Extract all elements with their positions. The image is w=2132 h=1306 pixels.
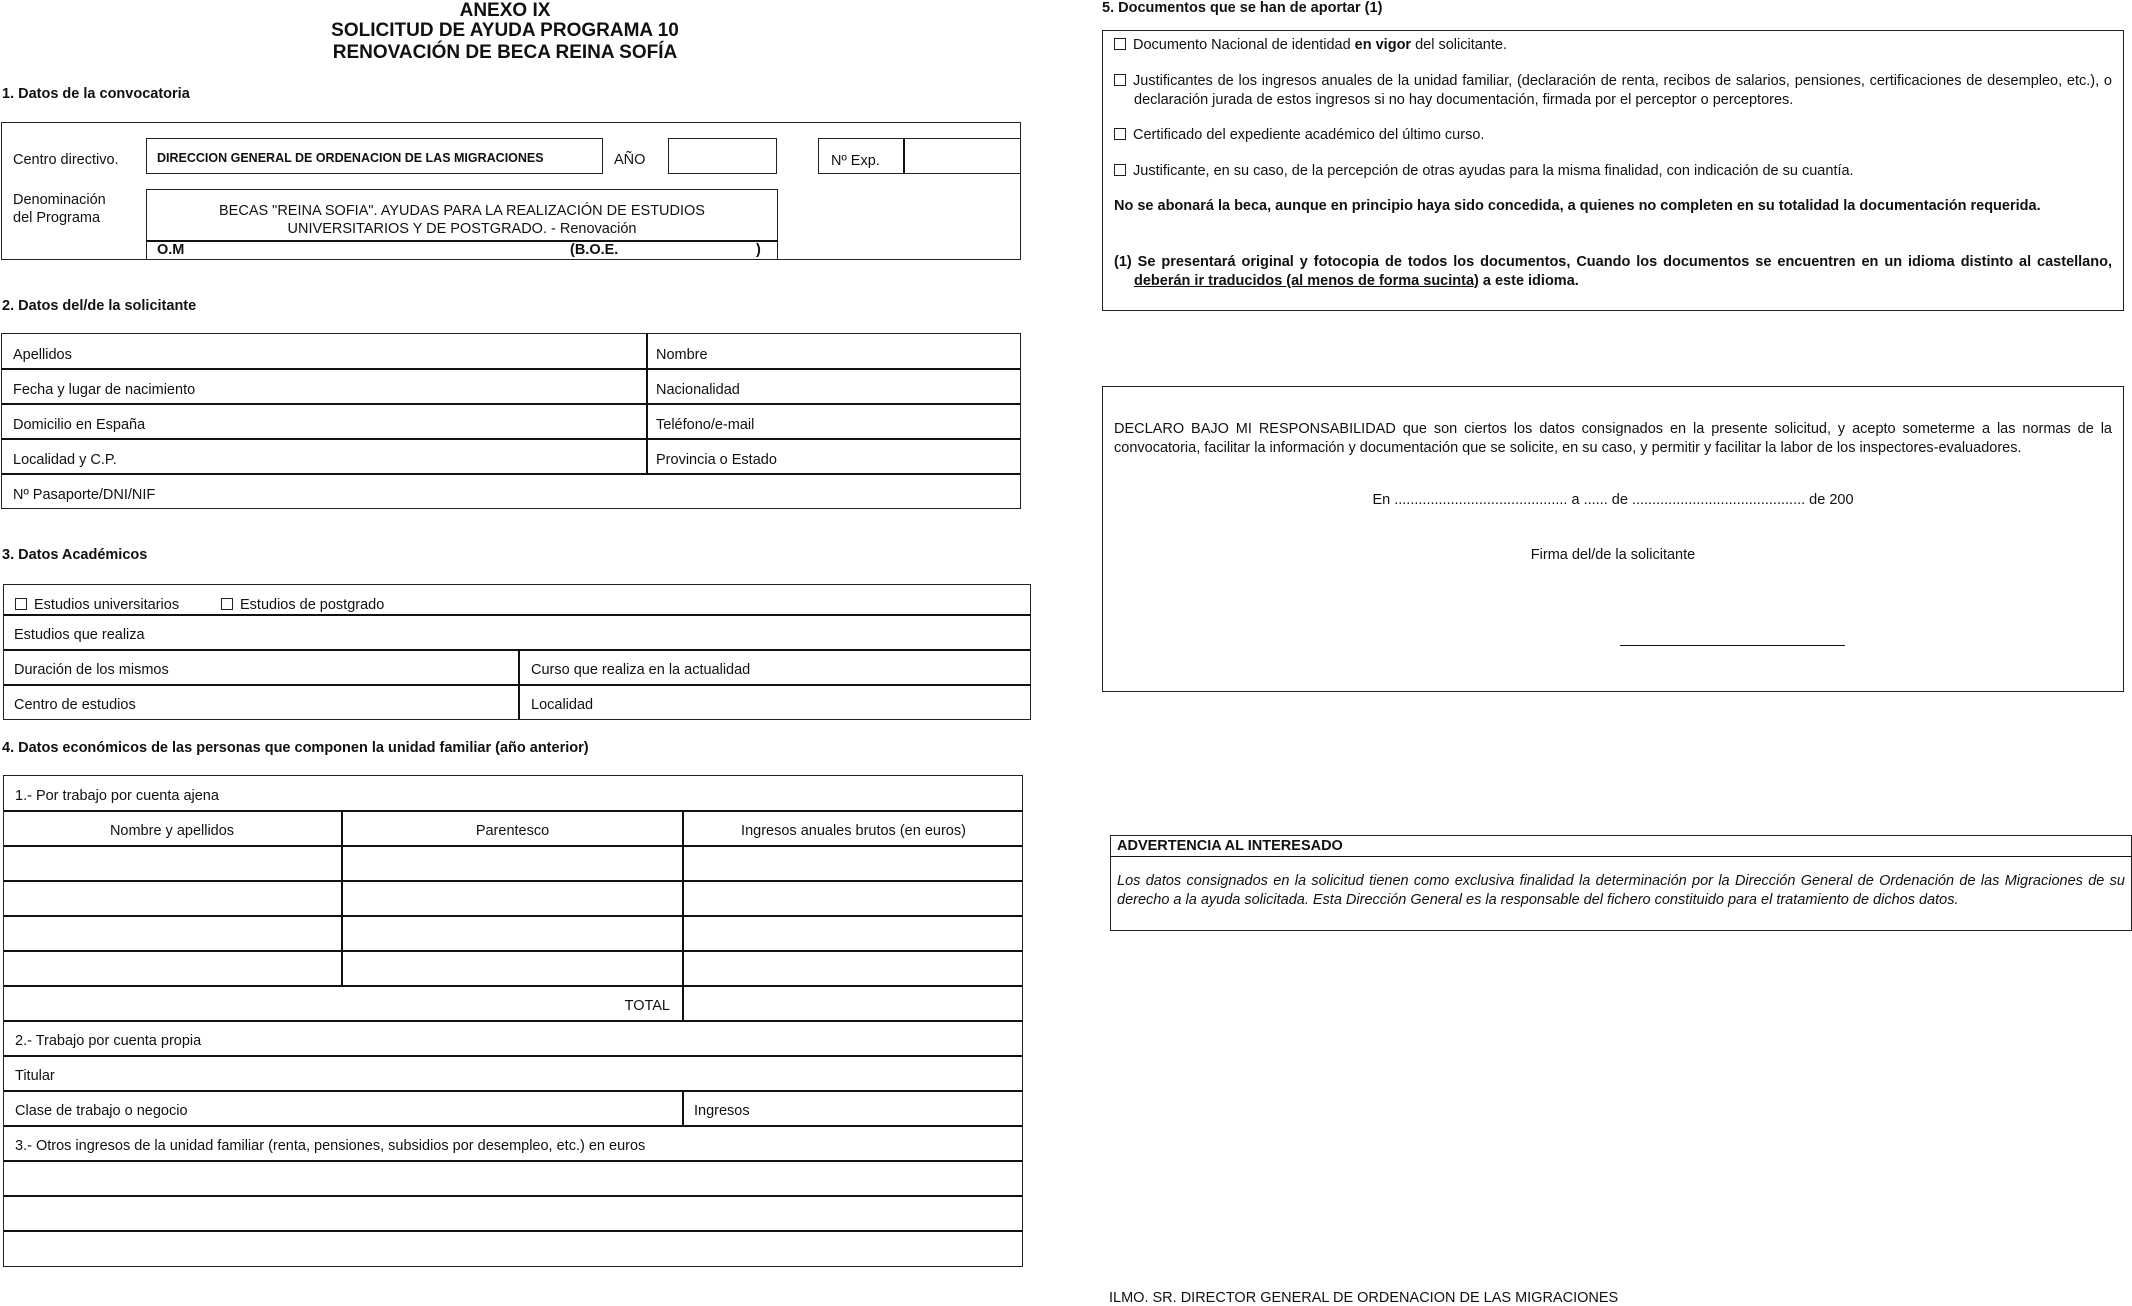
centro-directivo-value: DIRECCION GENERAL DE ORDENACION DE LAS MIGRACIONES [157, 151, 544, 165]
section-3-title: 3. Datos Académicos [2, 547, 148, 563]
advertencia-text: Los datos consignados en la solicitud tienen como exclusiva finalidad la determinación por la Dirección General de Ordenación de las Migraciones de su derecho a la ayuda solicitada. Esta Dirección General es la responsable del fichero constituido para el tratamiento de dichos datos. [1117, 873, 2125, 908]
postgrado-checkbox[interactable] [221, 598, 233, 610]
postgrado-checkbox-row[interactable] [221, 597, 384, 613]
declaracion-text: DECLARO BAJO MI RESPONSABILIDAD que son ciertos los datos consignados en la presente solicitud, y acepto someterme a las normas de la convocatoria, facilitar la información y documentación que se solicite, en su caso, y permitir y facilitar la labor de los inspectores-evaluadores. [1114, 421, 2112, 456]
pasaporte-field[interactable]: Nº Pasaporte/DNI/NIF [13, 487, 156, 503]
nacionalidad-field[interactable]: Nacionalidad [656, 382, 740, 398]
denominacion-label-2: del Programa [13, 210, 101, 226]
titular-field[interactable]: Titular [15, 1068, 55, 1084]
nombre-field[interactable]: Nombre [656, 347, 708, 363]
estudios-field[interactable]: Estudios que realiza [14, 627, 145, 643]
denominacion-value-2: UNIVERSITARIOS Y DE POSTGRADO. - Renovación [287, 221, 637, 237]
form-subtitle: RENOVACIÓN DE BECA REINA SOFÍA [332, 42, 678, 63]
centro-directivo-label: Centro directivo. [13, 152, 119, 168]
exp-field[interactable] [905, 140, 1019, 172]
addressee-line: ILMO. SR. DIRECTOR GENERAL DE ORDENACION DE LAS MIGRACIONES [1109, 1290, 1619, 1306]
doc-otras-ayudas-checkbox[interactable] [1114, 164, 1126, 176]
doc-ingresos-checkbox[interactable] [1114, 74, 1126, 86]
centro-estudios-field[interactable]: Centro de estudios [14, 697, 136, 713]
annex-title: ANEXO IX [459, 0, 551, 21]
solicitante-table [1, 333, 1021, 509]
exp-label: Nº Exp. [831, 153, 880, 169]
boe-close: ) [756, 242, 761, 258]
provincia-field[interactable]: Provincia o Estado [656, 452, 777, 468]
cuenta-propia-label: 2.- Trabajo por cuenta propia [15, 1033, 202, 1049]
lugar-fecha-line[interactable]: En ........................................... a ...... de ........................................... de 200 [1372, 492, 1854, 508]
domicilio-field[interactable]: Domicilio en España [13, 417, 146, 433]
ingresos-propia-field[interactable]: Ingresos [694, 1103, 750, 1119]
univ-label: Estudios universitarios [34, 597, 180, 613]
section-5-title: 5. Documentos que se han de aportar (1) [1102, 0, 1383, 16]
section-4-title: 4. Datos económicos de las personas que componen la unidad familiar (año anterior) [2, 740, 589, 756]
clase-trabajo-field[interactable]: Clase de trabajo o negocio [15, 1103, 188, 1119]
duracion-field[interactable]: Duración de los mismos [14, 662, 169, 678]
apellidos-field[interactable]: Apellidos [13, 347, 72, 363]
om-label: O.M [157, 242, 185, 258]
form-title: SOLICITUD DE AYUDA PROGRAMA 10 [331, 20, 679, 41]
telefono-field[interactable]: Teléfono/e-mail [656, 417, 755, 433]
denominacion-value-1: BECAS "REINA SOFIA". AYUDAS PARA LA REALIZACIÓN DE ESTUDIOS [219, 203, 705, 219]
fecha-nacimiento-field[interactable]: Fecha y lugar de nacimiento [13, 382, 196, 398]
col-nombre-header: Nombre y apellidos [109, 823, 235, 839]
doc-otras-ayudas-item[interactable]: Justificante, en su caso, de la percepción de otras ayudas para la misma finalidad, con indicación de su cuantía. [1114, 162, 2112, 181]
localidad-estudios-field[interactable]: Localidad [531, 697, 594, 713]
advertencia-title: ADVERTENCIA AL INTERESADO [1117, 838, 1343, 854]
doc-expediente-item[interactable]: Certificado del expediente académico del último curso. [1114, 126, 2112, 145]
documentos-warning: No se abonará la beca, aunque en principio haya sido concedida, a quienes no completen en su totalidad la documentación requerida. [1114, 198, 2041, 214]
curso-field[interactable]: Curso que realiza en la actualidad [531, 662, 751, 678]
doc-ingresos-item[interactable]: Justificantes de los ingresos anuales de la unidad familiar, (declaración de renta, recibos de salarios, pensiones, certificaciones de desempleo, etc.), o declaración jurada de estos ingresos si no hay documentación, firmada por el perceptor o perceptores. [1114, 72, 2112, 110]
doc-dni-checkbox[interactable] [1114, 38, 1126, 50]
univ-checkbox-row[interactable] [15, 597, 179, 613]
doc-expediente-checkbox[interactable] [1114, 128, 1126, 140]
otros-ingresos-label: 3.- Otros ingresos de la unidad familiar (renta, pensiones, subsidios por desempleo, etc.) en euros [15, 1138, 646, 1154]
anio-label: AÑO [614, 152, 646, 168]
firma-label: Firma del/de la solicitante [1530, 547, 1696, 563]
doc-dni-item[interactable]: Documento Nacional de identidad en vigor del solicitante. [1114, 36, 2112, 55]
col-ingresos-header: Ingresos anuales brutos (en euros) [741, 823, 966, 839]
col-parentesco-header: Parentesco [475, 823, 550, 839]
anio-field[interactable] [668, 138, 777, 174]
denominacion-label-1: Denominación [13, 192, 106, 208]
firma-line[interactable] [1620, 645, 1845, 646]
total-label: TOTAL [624, 998, 670, 1014]
localidad-field[interactable]: Localidad y C.P. [13, 452, 117, 468]
cuenta-ajena-label: 1.- Por trabajo por cuenta ajena [15, 788, 219, 804]
section-1-title: 1. Datos de la convocatoria [2, 86, 190, 102]
postgrado-label: Estudios de postgrado [240, 597, 385, 613]
documentos-note: (1) Se presentará original y fotocopia de todos los documentos, Cuando los documentos se encuentren en un idioma distinto al castellano, deberán ir traducidos (al menos de forma sucinta) a este idioma. [1114, 254, 2112, 289]
boe-label: (B.O.E. [570, 242, 619, 258]
section-2-title: 2. Datos del/de la solicitante [2, 298, 197, 314]
univ-checkbox[interactable] [15, 598, 27, 610]
